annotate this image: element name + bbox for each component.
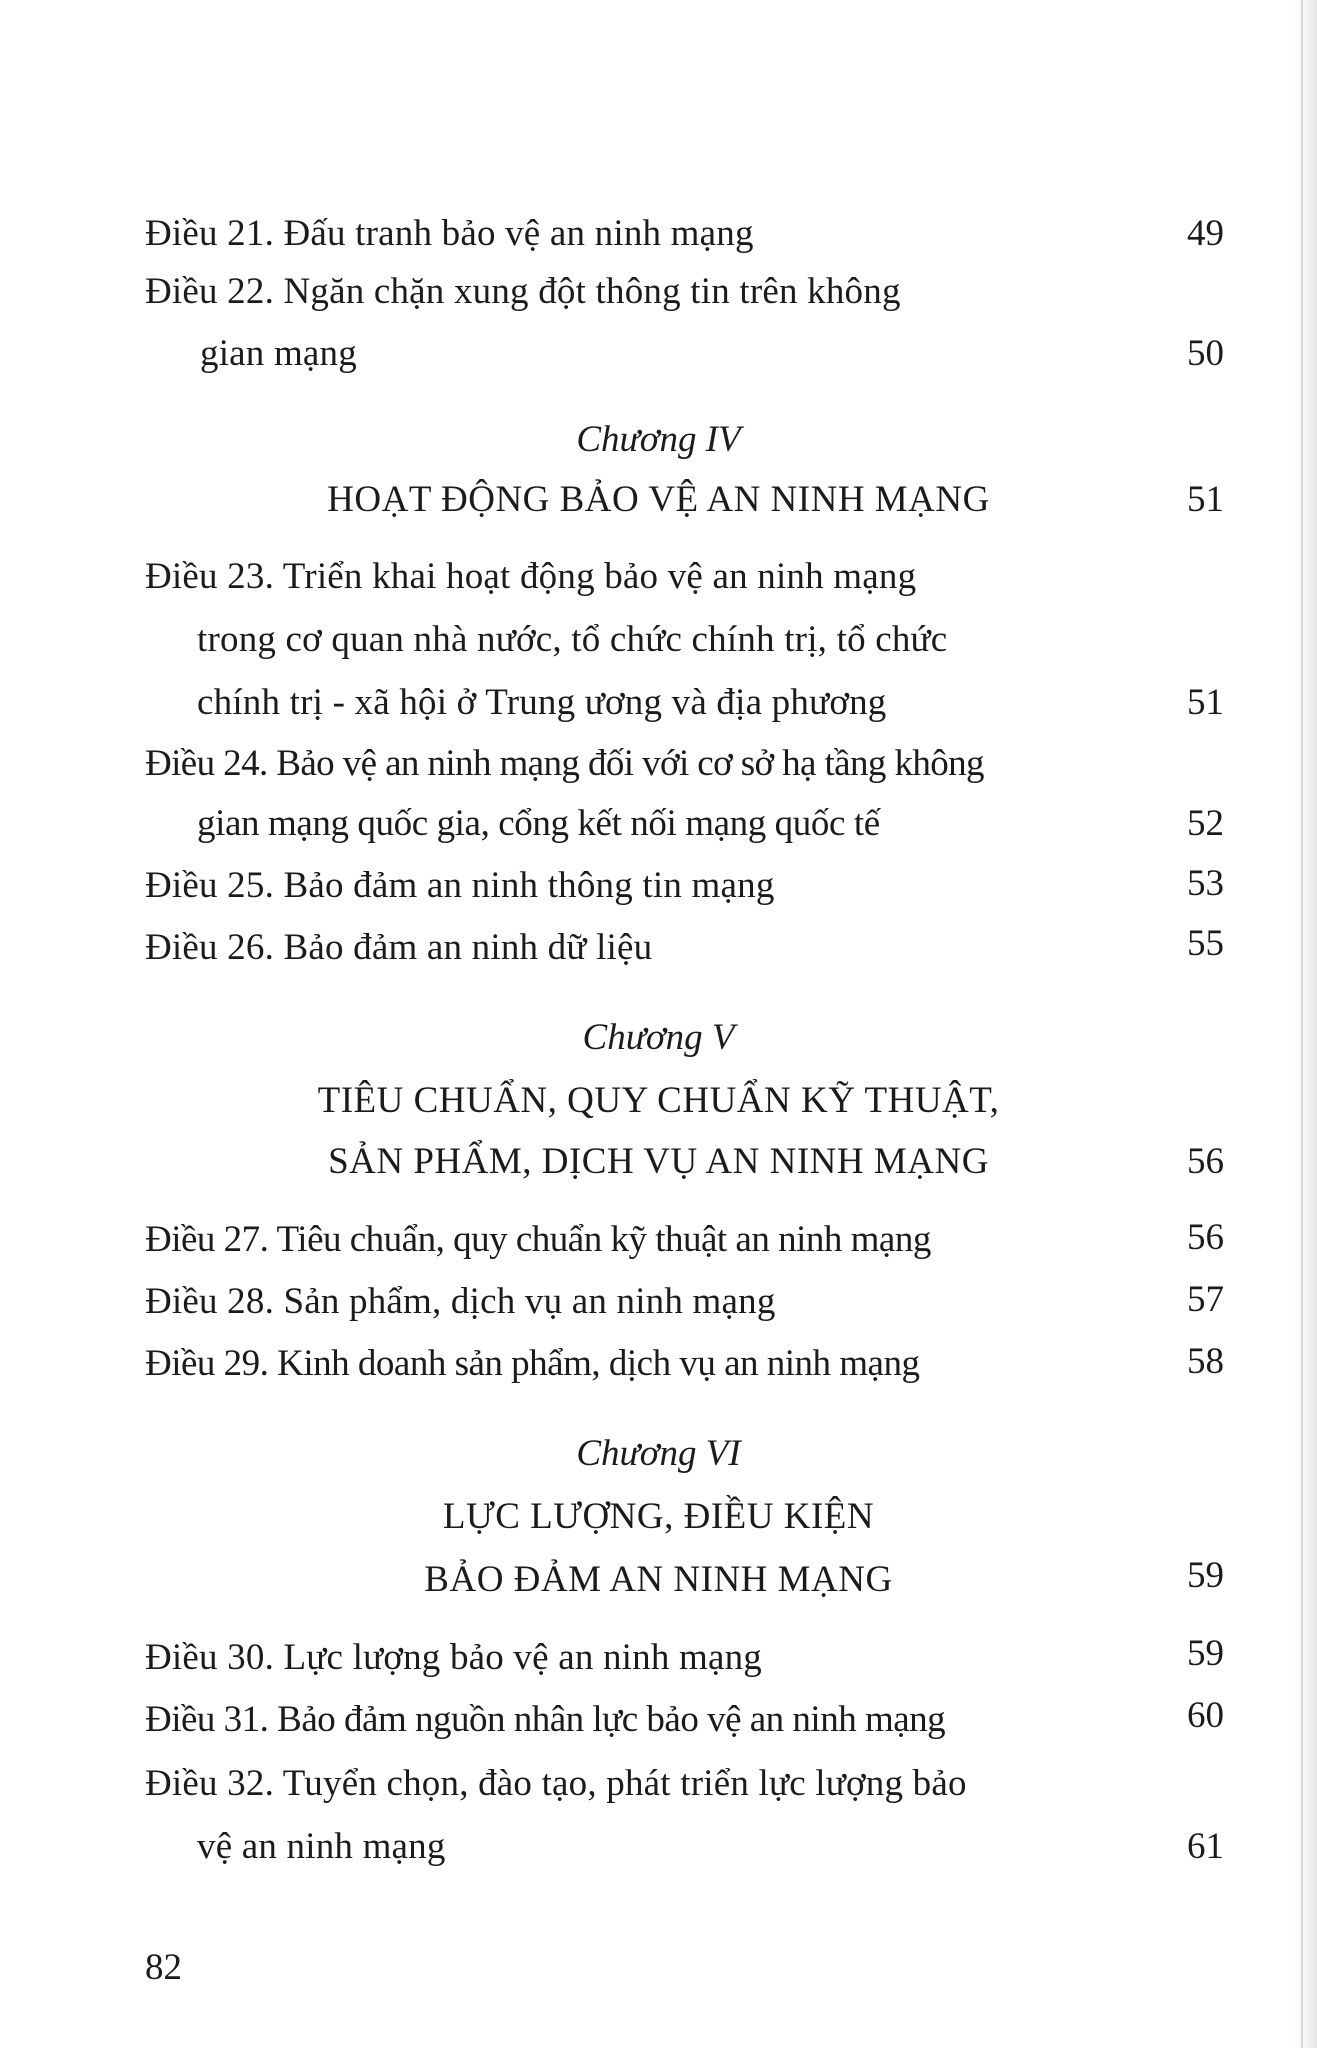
- toc-entry-article-31: Điều 31. Bảo đảm nguồn nhân lực bảo vệ an ninh mạng: [145, 1699, 946, 1740]
- chapter-6-title-line-1: LỰC LƯỢNG, ĐIỀU KIỆN: [442, 1496, 875, 1537]
- chapter-5-title-line-2: SẢN PHẨM, DỊCH VỤ AN NINH MẠNG: [328, 1141, 989, 1182]
- chapter-6-title-line-2: BẢO ĐẢM AN NINH MẠNG: [424, 1559, 893, 1600]
- toc-page-article-23: 51: [1187, 682, 1224, 723]
- toc-entry-article-24: Điều 24. Bảo vệ an ninh mạng đối với cơ sở hạ tầng không: [145, 743, 984, 784]
- toc-entry-article-23-cont1: trong cơ quan nhà nước, tổ chức chính trị, tổ chức: [197, 619, 948, 660]
- toc-entry-article-22-cont: gian mạng: [200, 333, 357, 374]
- toc-entry-article-23-cont2: chính trị - xã hội ở Trung ương và địa phương: [197, 682, 887, 723]
- chapter-6-label: Chương VI: [576, 1433, 741, 1474]
- toc-page-article-28: 57: [1187, 1279, 1224, 1320]
- toc-page-article-31: 60: [1187, 1695, 1224, 1736]
- toc-page-article-21: 49: [1187, 213, 1224, 254]
- toc-entry-article-25: Điều 25. Bảo đảm an ninh thông tin mạng: [145, 865, 775, 906]
- chapter-4-label: Chương IV: [576, 419, 741, 460]
- toc-entry-article-32: Điều 32. Tuyển chọn, đào tạo, phát triển lực lượng bảo: [145, 1763, 967, 1804]
- toc-entry-article-28: Điều 28. Sản phẩm, dịch vụ an ninh mạng: [145, 1281, 776, 1322]
- toc-entry-article-26: Điều 26. Bảo đảm an ninh dữ liệu: [145, 927, 653, 968]
- toc-page-chapter-5: 56: [1187, 1141, 1224, 1182]
- toc-page-article-25: 53: [1187, 863, 1224, 904]
- toc-page-article-27: 56: [1187, 1217, 1224, 1258]
- toc-page-chapter-6: 59: [1187, 1555, 1224, 1596]
- toc-entry-article-29: Điều 29. Kinh doanh sản phẩm, dịch vụ an ninh mạng: [145, 1343, 920, 1384]
- page-number: 82: [145, 1947, 182, 1988]
- toc-entry-article-32-cont: vệ an ninh mạng: [197, 1826, 446, 1867]
- toc-entry-article-30: Điều 30. Lực lượng bảo vệ an ninh mạng: [145, 1637, 762, 1678]
- toc-entry-article-23: Điều 23. Triển khai hoạt động bảo vệ an ninh mạng: [145, 556, 917, 597]
- toc-page-chapter-4: 51: [1187, 479, 1224, 520]
- toc-entry-article-24-cont: gian mạng quốc gia, cổng kết nối mạng quốc tế: [197, 803, 880, 844]
- toc-page-article-22: 50: [1187, 333, 1224, 374]
- chapter-5-label: Chương V: [582, 1017, 735, 1058]
- chapter-4-title: HOẠT ĐỘNG BẢO VỆ AN NINH MẠNG: [327, 479, 990, 520]
- toc-entry-article-21: Điều 21. Đấu tranh bảo vệ an ninh mạng: [145, 213, 754, 254]
- toc-entry-article-27: Điều 27. Tiêu chuẩn, quy chuẩn kỹ thuật an ninh mạng: [145, 1219, 931, 1260]
- toc-page-article-24: 52: [1187, 803, 1224, 844]
- toc-entry-article-22: Điều 22. Ngăn chặn xung đột thông tin trên không: [145, 271, 901, 312]
- toc-page-article-29: 58: [1187, 1341, 1224, 1382]
- chapter-5-title-line-1: TIÊU CHUẨN, QUY CHUẨN KỸ THUẬT,: [317, 1080, 1000, 1121]
- toc-page-article-26: 55: [1187, 923, 1224, 964]
- toc-page-article-30: 59: [1187, 1633, 1224, 1674]
- toc-page-article-32: 61: [1187, 1826, 1224, 1867]
